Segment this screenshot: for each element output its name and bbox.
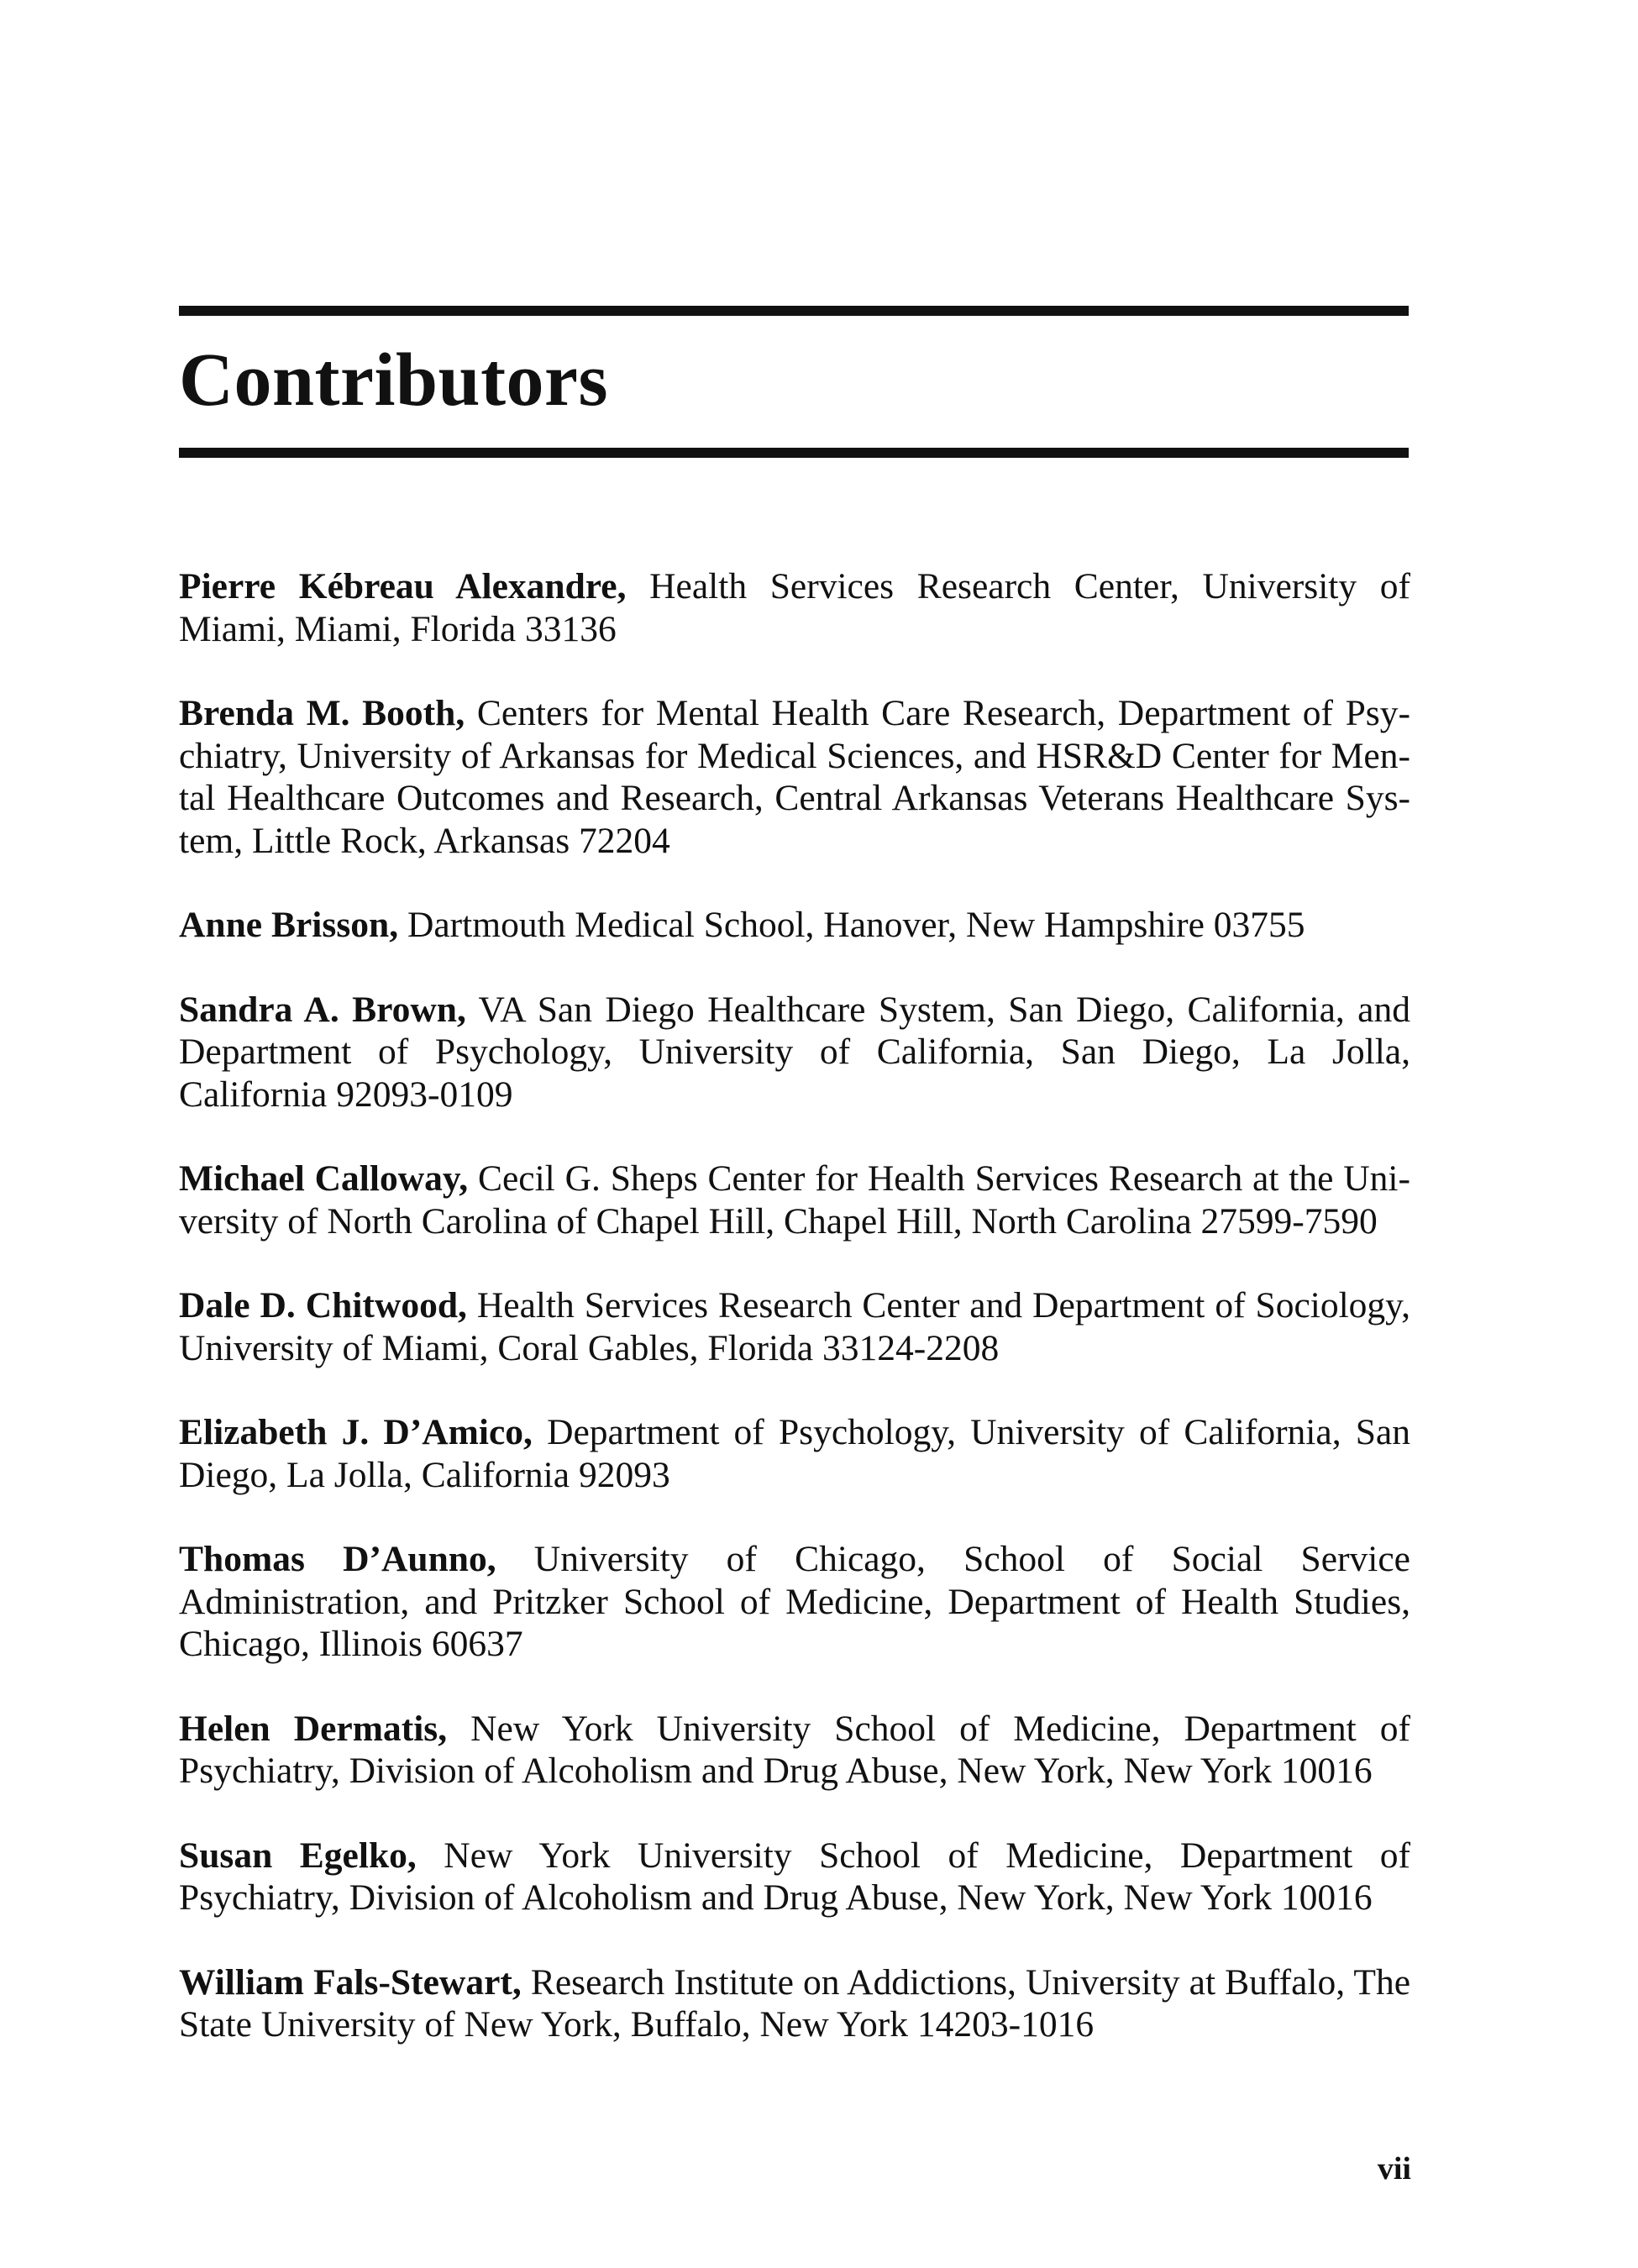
contributor-entry	[179, 1411, 1410, 1496]
contributor-affiliation: Research Institute on Addictions, University at Buffalo, The State University of New York, Buffalo, New York 14203-1016	[179, 1961, 1411, 2045]
contributor-entry	[179, 1835, 1410, 1919]
contributor-affiliation: New York University School of Medicine, Department of Psychiatry, Division of Alcoholism and Drug Abuse, New York, New York 10016	[179, 1835, 1410, 1918]
contributor-name: Elizabeth J. D’Amico,	[179, 1412, 533, 1452]
contributor-name: Sandra A. Brown,	[179, 989, 466, 1030]
contributor-affiliation: Dartmouth Medical School, Hanover, New Hampshire 03755	[398, 905, 1305, 945]
contributor-entry	[179, 692, 1410, 862]
contributor-affiliation: Centers for Mental Health Care Research, Department of Psychiatry, University of Arkansas for Medical Sciences, and HSR&D Center for Mental Healthcare Outcomes and Research, Central Arkansas Veterans Healthcare System, Little Rock, Arkansas 72204	[179, 693, 1410, 861]
page-title: Contributors	[179, 339, 609, 422]
contributor-affiliation: New York University School of Medicine, Department of Psychiatry, Division of Alcoholism and Drug Abuse, New York, New York 10016	[179, 1708, 1410, 1791]
bottom-rule	[179, 448, 1409, 458]
contributor-entry	[179, 565, 1410, 650]
contributor-name: Brenda M. Booth,	[179, 693, 465, 733]
contributor-entry	[179, 1708, 1410, 1793]
contributor-affiliation: VA San Diego Healthcare System, San Diego, California, and Department of Psychology, University of California, San Diego, La Jolla, California 92093-0109	[179, 989, 1410, 1115]
contributor-name: Anne Brisson,	[179, 905, 399, 945]
top-rule	[179, 306, 1409, 316]
contributor-name: Michael Calloway,	[179, 1158, 469, 1199]
contributor-entry	[179, 1961, 1410, 2046]
contributors-list	[179, 565, 1410, 2088]
contributor-entry	[179, 1158, 1410, 1242]
contributor-entry	[179, 1284, 1410, 1369]
contributor-affiliation: Cecil G. Sheps Center for Health Services Research at the University of North Carolina of Chapel Hill, Chapel Hill, North Carolina 27599-7590	[179, 1158, 1411, 1242]
contributor-affiliation: University of Chicago, School of Social Service Administration, and Pritzker School of Medicine, Department of Health Studies, Chicago, Illinois 60637	[179, 1539, 1410, 1664]
contributor-entry	[179, 989, 1410, 1116]
contributor-entry	[179, 1538, 1410, 1666]
contributor-affiliation: Health Services Research Center, University of Miami, Miami, Florida 33136	[179, 566, 1410, 649]
contributor-name: Helen Dermatis,	[179, 1708, 448, 1749]
contributor-name: Dale D. Chitwood,	[179, 1285, 467, 1326]
contributor-name: William Fals-Stewart,	[179, 1961, 522, 2003]
contributor-affiliation: Health Services Research Center and Department of Sociology, University of Miami, Coral Gables, Florida 33124-2208	[179, 1285, 1410, 1368]
page-number: vii	[1377, 2151, 1411, 2187]
contributor-entry	[179, 904, 1410, 947]
contributor-name: Thomas D’Aunno,	[179, 1539, 496, 1579]
contributor-affiliation: Department of Psychology, University of California, San Diego, La Jolla, California 92093	[179, 1412, 1410, 1495]
contributor-name: Susan Egelko,	[179, 1835, 417, 1876]
contributor-name: Pierre Kébreau Alexandre,	[179, 566, 627, 606]
